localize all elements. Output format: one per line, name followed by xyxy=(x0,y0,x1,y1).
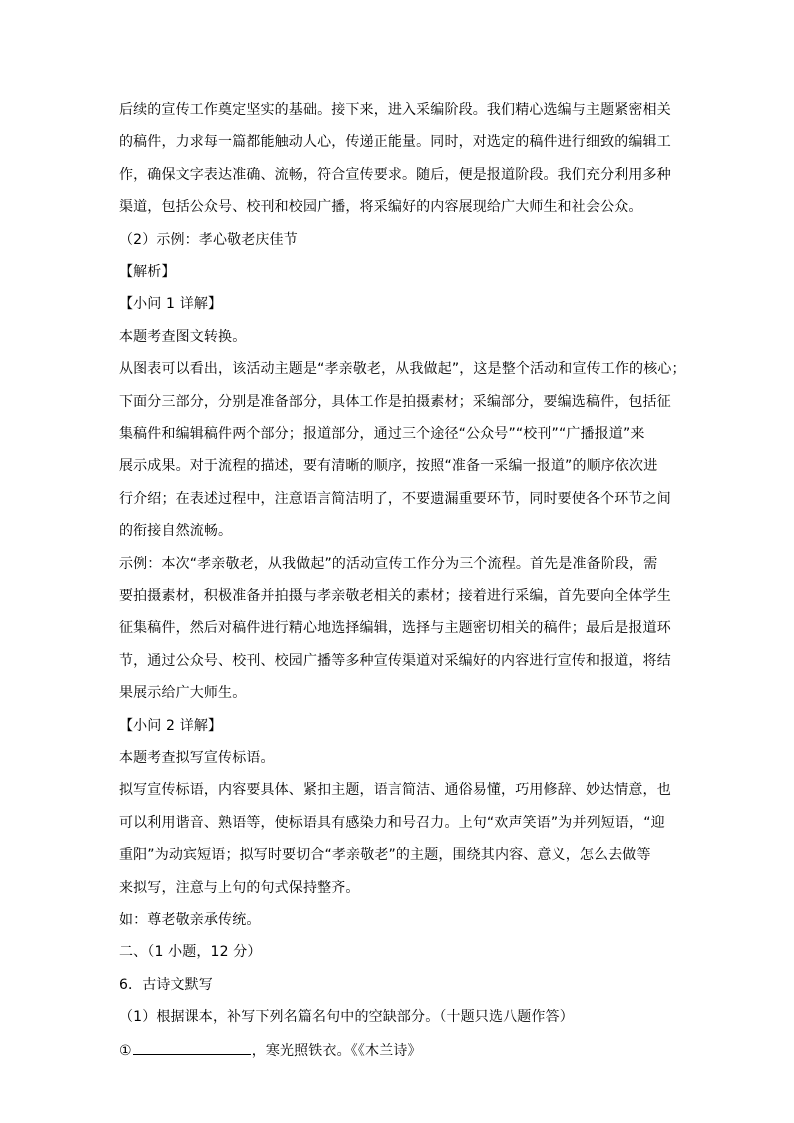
text-line: 【小问 2 详解】 xyxy=(119,717,223,734)
text-line: 要拍摄素材，积极准备并拍摄与孝亲敬老相关的素材；接着进行采编，首先要向全体学生 xyxy=(119,588,671,604)
text-line: 展示成果。对于流程的描述，要有清晰的顺序，按照“准备一采编一报道”的顺序依次进 xyxy=(119,458,658,475)
text-line: 拟写宣传标语，内容要具体、紧扣主题，语言简洁、通俗易懂，巧用修辞、妙达情意，也 xyxy=(119,782,671,799)
text-line: 【小问 1 详解】 xyxy=(119,296,223,313)
text-line: 后续的宣传工作奠定坚实的基础。接下来，进入采编阶段。我们精心选编与主题紧密相关 xyxy=(119,102,671,118)
text-line: 本题考查图文转换。 xyxy=(119,328,247,345)
text-line: 【解析】 xyxy=(119,264,176,280)
text-line: 集稿件和编辑稿件两个部分；报道部分，通过三个途径“公众号”“校刊”“广播报道”来 xyxy=(119,426,645,442)
text-line: 果展示给广大师生。 xyxy=(119,685,247,702)
text-line: 重阳”为动宾短语；拟写时要切合“孝亲敬老”的主题，围绕其内容、意义，怎么去做等 xyxy=(119,847,651,864)
text-line: 渠道，包括公众号、校刊和校园广播，将采编好的内容展现给广大师生和社会公众。 xyxy=(119,199,643,216)
text-line: 来拟写，注意与上句的句式保持整齐。 xyxy=(119,879,360,896)
text-line: 节，通过公众号、校刊、校园广播等多种宣传渠道对采编好的内容进行宣传和报道，将结 xyxy=(119,652,671,669)
fill-in-line xyxy=(119,1040,422,1061)
text-line: 的稿件，力求每一篇都能触动人心，传递正能量。同时，对选定的稿件进行细致的编辑工 xyxy=(119,134,671,151)
verse-text: ，寒光照铁衣。《《木兰诗》 xyxy=(251,1042,422,1059)
text-line: 的衔接自然流畅。 xyxy=(119,523,233,540)
text-line: 如：尊老敬亲承传统。 xyxy=(119,912,261,928)
text-line: 下面分三部分，分别是准备部分，具体工作是拍摄素材；采编部分，要编选稿件，包括征 xyxy=(119,393,671,410)
text-line: 征集稿件，然后对稿件进行精心地选择编辑，选择与主题密切相关的稿件；最后是报道环 xyxy=(119,620,671,637)
text-line: 行介绍；在表述过程中，注意语言简洁明了，不要遗漏重要环节，同时要使各个环节之间 xyxy=(119,490,671,507)
text-line: 示例：本次“孝亲敬老，从我做起”的活动宣传工作分为三个流程。首先是准备阶段，需 xyxy=(119,555,658,572)
item-number: ① xyxy=(119,1042,132,1059)
text-line: 作，确保文字表达准确、流畅，符合宣传要求。随后，便是报道阶段。我们充分利用多种 xyxy=(119,166,671,183)
text-line: 6．古诗文默写 xyxy=(119,976,213,993)
text-line: 二、（1 小题，12 分） xyxy=(119,944,262,961)
text-line: （2）示例：孝心敬老庆佳节 xyxy=(119,231,298,248)
text-line: 从图表可以看出，该活动主题是“孝亲敬老，从我做起”，这是整个活动和宣传工作的核心； xyxy=(119,361,686,378)
text-line: 本题考查拟写宣传标语。 xyxy=(119,750,275,766)
text-line: （1）根据课本，补写下列名篇名句中的空缺部分。（十题只选八题作答） xyxy=(119,1009,574,1026)
answer-blank[interactable] xyxy=(133,1040,251,1055)
text-line: 可以利用谐音、熟语等，使标语具有感染力和号召力。上句“欢声笑语”为并列短语，“迎 xyxy=(119,814,665,831)
